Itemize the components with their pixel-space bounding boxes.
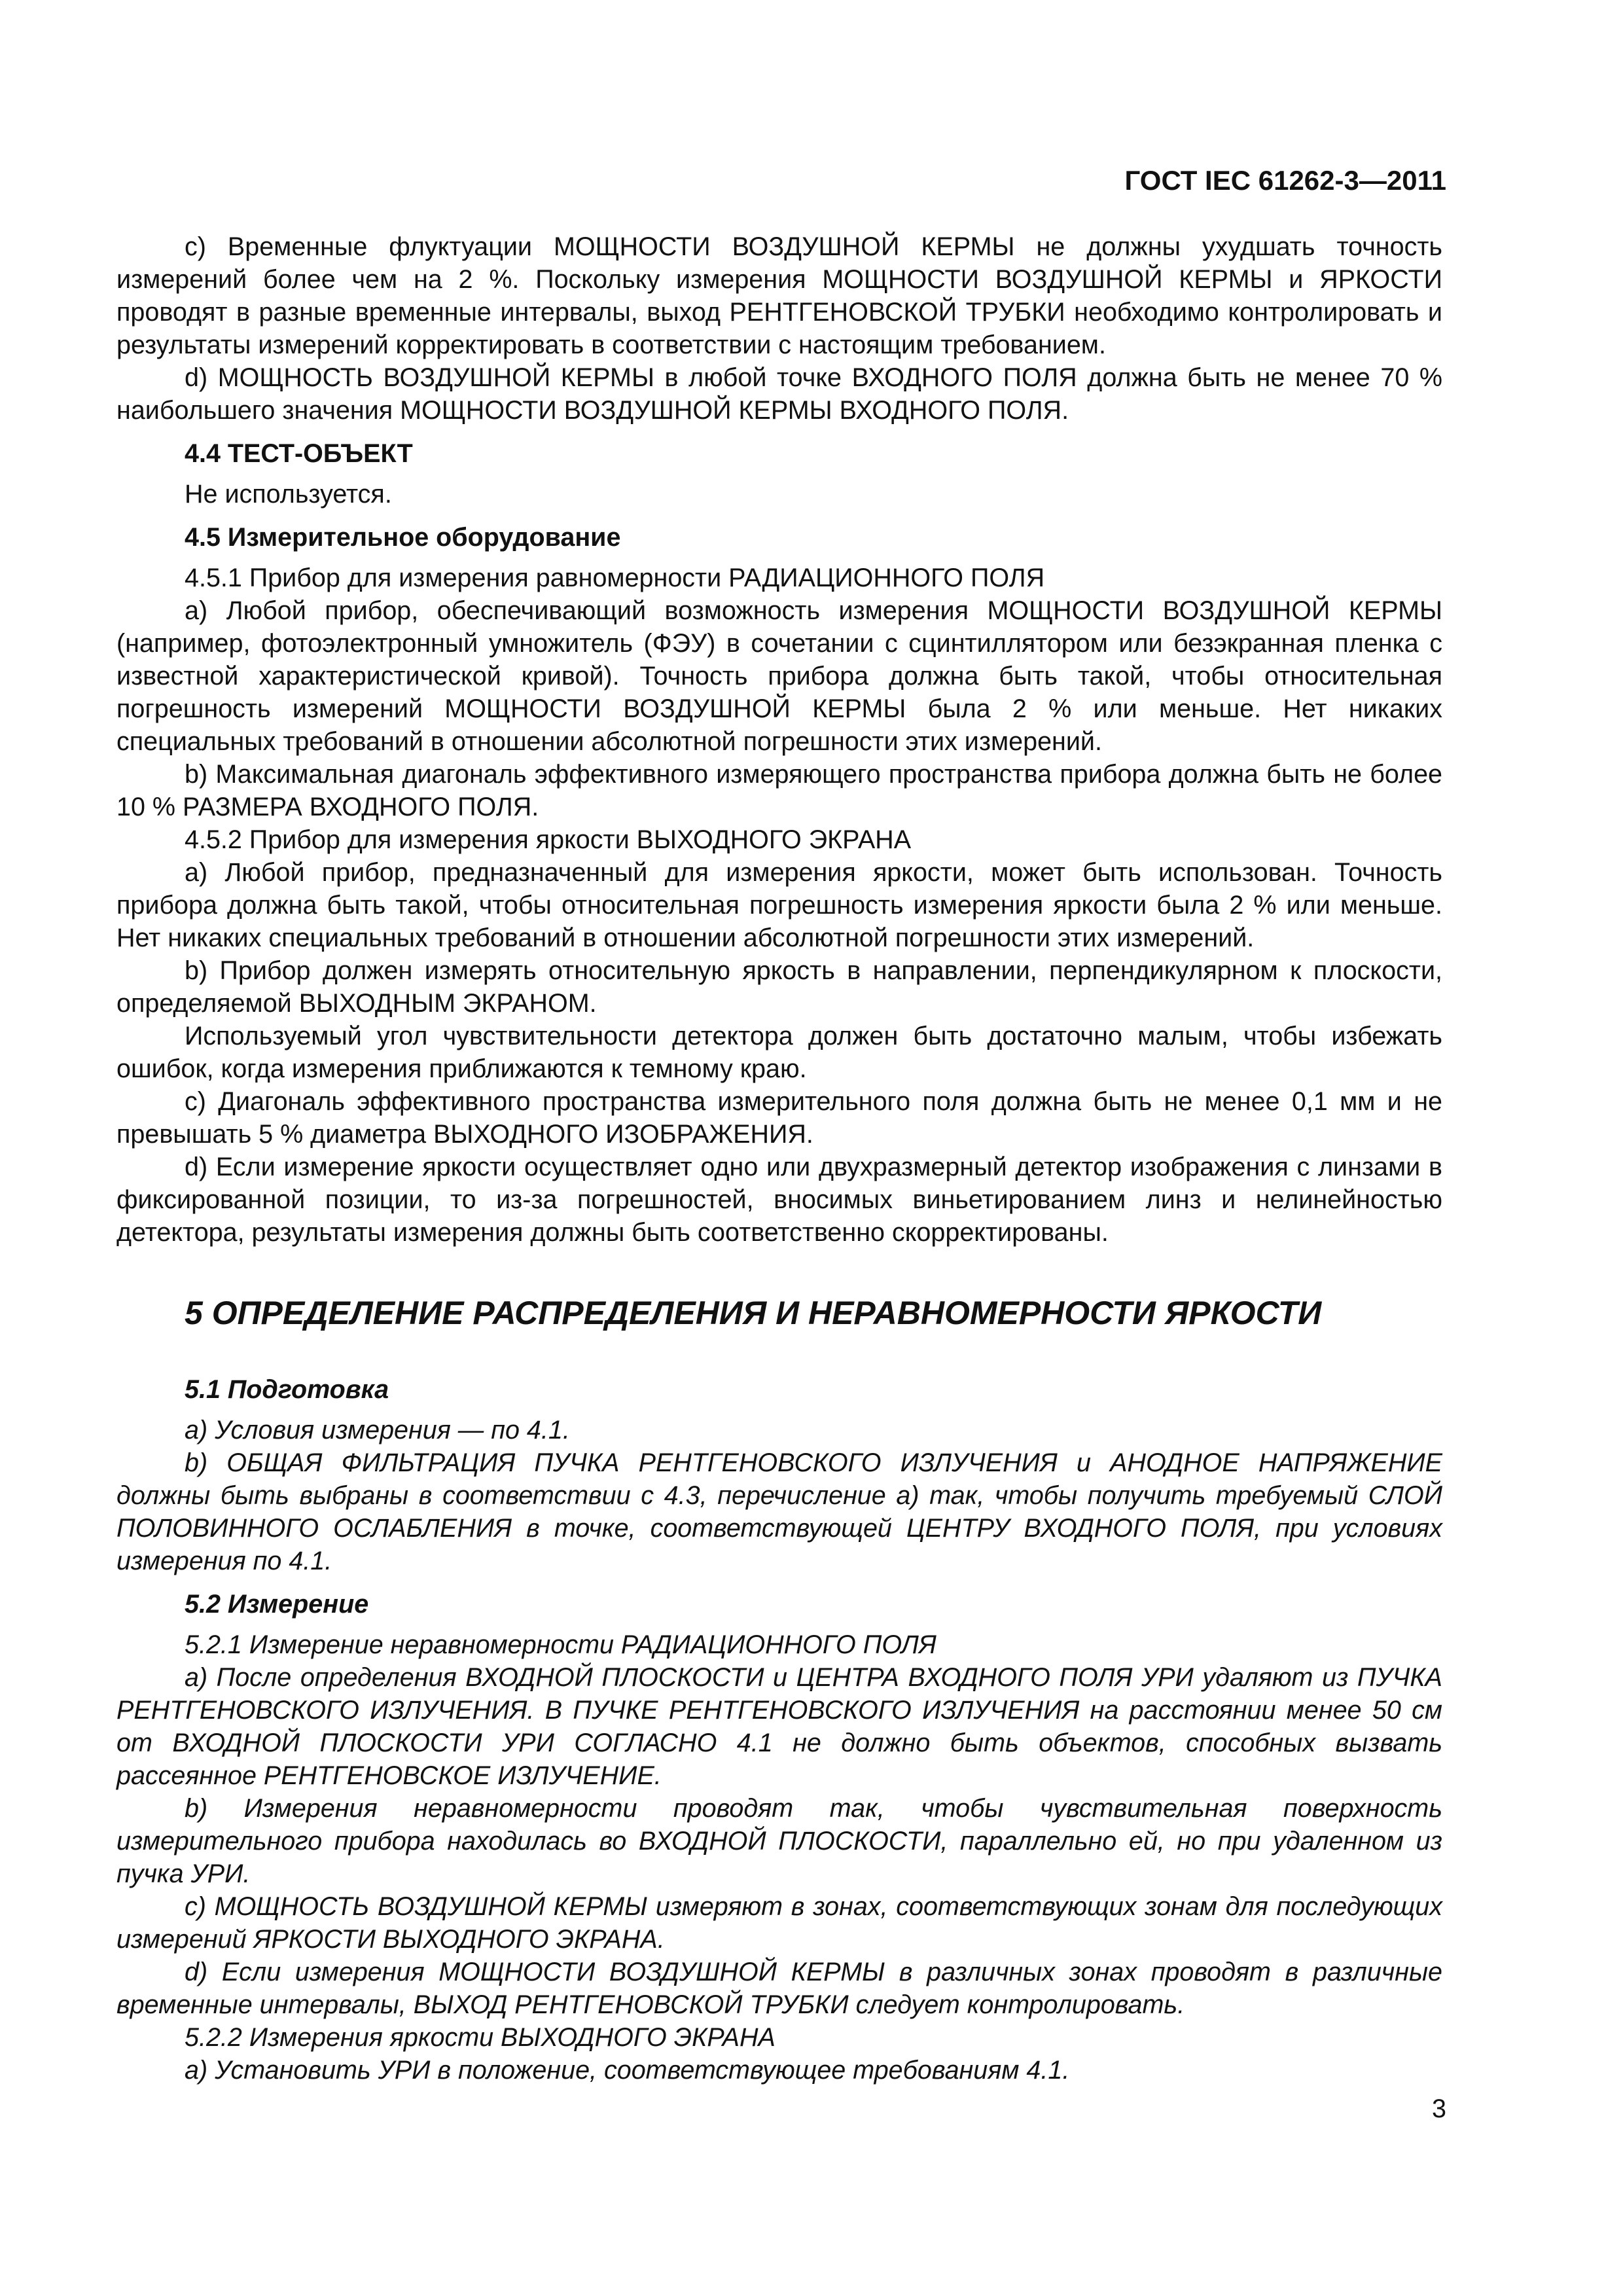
paragraph-4-5-1: 4.5.1 Прибор для измерения равномерности РАДИАЦИОННОГО ПОЛЯ <box>185 564 1045 592</box>
paragraph-4-5-2-b-note: Используемый угол чувствительности детектора должен быть достаточно малым, чтобы избежать ошибок, когда измерения приближаются к темному краю. <box>116 1022 1442 1083</box>
paragraph-5-2-1-d: d) Если измерения МОЩНОСТИ ВОЗДУШНОЙ КЕРМЫ в различных зонах проводят в различные временные интервалы, ВЫХОД РЕНТГЕНОВСКОЙ ТРУБКИ следует контролировать. <box>116 1958 1442 2019</box>
paragraph-4-5-1-b: b) Максимальная диагональ эффективного измеряющего пространства прибора должна быть не более 10 % РАЗМЕРА ВХОДНОГО ПОЛЯ. <box>116 760 1442 821</box>
paragraph-4-5-2-d: d) Если измерение яркости осуществляет одно или двухразмерный детектор изображения с линзами в фиксированной позиции, то из-за погрешностей, вносимых виньетированием линз и нелинейностью детектора, результаты измерения должны быть соответственно скорректированы. <box>116 1153 1442 1247</box>
paragraph-4-3-d: d) МОЩНОСТЬ ВОЗДУШНОЙ КЕРМЫ в любой точке ВХОДНОГО ПОЛЯ должна быть не менее 70 % наибольшего значения МОЩНОСТИ ВОЗДУШНОЙ КЕРМЫ ВХОДНОГО ПОЛЯ. <box>116 363 1442 425</box>
paragraph-4-5-1-a: a) Любой прибор, обеспечивающий возможность измерения МОЩНОСТИ ВОЗДУШНОЙ КЕРМЫ (например, фотоэлектронный умножитель (ФЭУ) в сочетании с сцинтиллятором или безэкранная пленка с известной характеристической кривой). Точность прибора должна быть такой, чтобы относительная погрешность измерений МОЩНОСТИ ВОЗДУШНОЙ КЕРМЫ была 2 % или меньше. Нет никаких специальных требований в отношении абсолютной погрешности этих измерений. <box>116 596 1442 756</box>
paragraph-4-5-2: 4.5.2 Прибор для измерения яркости ВЫХОДНОГО ЭКРАНА <box>185 825 912 854</box>
section-heading-5-2: 5.2 Измерение <box>185 1590 369 1619</box>
paragraph-5-2-2-a: a) Установить УРИ в положение, соответствующее требованиям 4.1. <box>185 2056 1070 2085</box>
paragraph-5-2-1: 5.2.1 Измерение неравномерности РАДИАЦИОННОГО ПОЛЯ <box>185 1630 936 1659</box>
paragraph-4-4-text: Не используется. <box>185 480 392 509</box>
page-number: 3 <box>1432 2094 1446 2123</box>
section-heading-4-4: 4.4 ТЕСТ-ОБЪЕКТ <box>185 439 413 468</box>
page-content <box>116 230 1442 2087</box>
paragraph-5-2-2: 5.2.2 Измерения яркости ВЫХОДНОГО ЭКРАНА <box>185 2023 776 2052</box>
paragraph-4-5-2-b: b) Прибор должен измерять относительную яркость в направлении, перпендикулярном к плоскости, определяемой ВЫХОДНЫМ ЭКРАНОМ. <box>116 956 1442 1018</box>
section-heading-5: 5 ОПРЕДЕЛЕНИЕ РАСПРЕДЕЛЕНИЯ И НЕРАВНОМЕРНОСТИ ЯРКОСТИ <box>185 1295 1322 1331</box>
paragraph-4-3-c: c) Временные флуктуации МОЩНОСТИ ВОЗДУШНОЙ КЕРМЫ не должны ухудшать точность измерений более чем на 2 %. Поскольку измерения МОЩНОСТИ ВОЗДУШНОЙ КЕРМЫ и ЯРКОСТИ проводят в разные временные интервалы, выход РЕНТГЕНОВСКОЙ ТРУБКИ необходимо контролировать и результаты измерений корректировать в соответствии с настоящим требованием. <box>116 232 1442 359</box>
section-heading-4-5: 4.5 Измерительное оборудование <box>185 523 621 552</box>
paragraph-5-2-1-b: b) Измерения неравномерности проводят так, чтобы чувствительная поверхность измерительного прибора находилась во ВХОДНОЙ ПЛОСКОСТИ, параллельно ей, но при удаленном из пучка УРИ. <box>116 1794 1442 1888</box>
paragraph-5-2-1-c: c) МОЩНОСТЬ ВОЗДУШНОЙ КЕРМЫ измеряют в зонах, соответствующих зонам для последующих измерений ЯРКОСТИ ВЫХОДНОГО ЭКРАНА. <box>116 1892 1442 1954</box>
standard-code-header: ГОСТ IEC 61262-3—2011 <box>1124 165 1446 196</box>
paragraph-5-1-a: a) Условия измерения — по 4.1. <box>185 1416 570 1444</box>
paragraph-5-2-1-a: a) После определения ВХОДНОЙ ПЛОСКОСТИ и ЦЕНТРА ВХОДНОГО ПОЛЯ УРИ удаляют из ПУЧКА РЕНТГЕНОВСКОГО ИЗЛУЧЕНИЯ. В ПУЧКЕ РЕНТГЕНОВСКОГО ИЗЛУЧЕНИЯ на расстоянии менее 50 см от ВХОДНОЙ ПЛОСКОСТИ УРИ СОГЛАСНО 4.1 не должно быть объектов, способных вызвать рассеянное РЕНТГЕНОВСКОЕ ИЗЛУЧЕНИЕ. <box>116 1663 1442 1790</box>
paragraph-4-5-2-a: a) Любой прибор, предназначенный для измерения яркости, может быть использован. Точность прибора должна быть такой, чтобы относительная погрешность измерения яркости была 2 % или меньше. Нет никаких специальных требований в отношении абсолютной погрешности этих измерений. <box>116 858 1442 952</box>
section-heading-5-1: 5.1 Подготовка <box>185 1375 389 1404</box>
paragraph-4-5-2-c: c) Диагональ эффективного пространства измерительного поля должна быть не менее 0,1 мм и не превышать 5 % диаметра ВЫХОДНОГО ИЗОБРАЖЕНИЯ. <box>116 1087 1442 1149</box>
paragraph-5-1-b: b) ОБЩАЯ ФИЛЬТРАЦИЯ ПУЧКА РЕНТГЕНОВСКОГО ИЗЛУЧЕНИЯ и АНОДНОЕ НАПРЯЖЕНИЕ должны быть выбраны в соответствии с 4.3, перечисление a) так, чтобы получить требуемый СЛОЙ ПОЛОВИННОГО ОСЛАБЛЕНИЯ в точке, соответствующей ЦЕНТРУ ВХОДНОГО ПОЛЯ, при условиях измерения по 4.1. <box>116 1448 1442 1575</box>
